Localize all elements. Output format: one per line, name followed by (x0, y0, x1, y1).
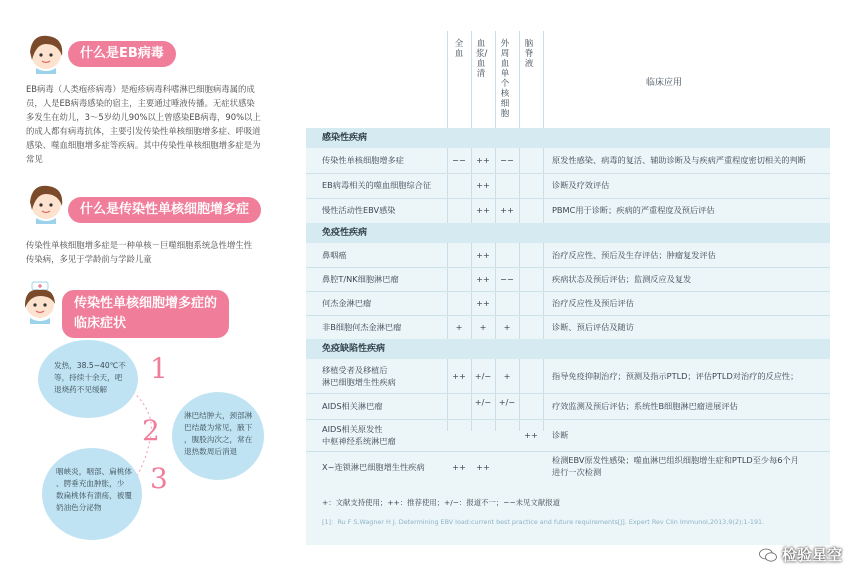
section-infectious: 感染性疾病 (306, 128, 830, 148)
table-row: 传染性单核细胞增多症 −− ++ −− 原发性感染、病毒的复活、辅助诊断及与疾病严重程度密切相关的判断 (306, 148, 830, 174)
col-header-clinical-application: 临床应用 (646, 78, 683, 88)
ebv-description: EB病毒（人类疱疹病毒）是疱疹病毒科嗜淋巴细胞病毒属的成 员，人是EB病毒感染的宿主，主要通过唾液传播。无症状感染 多发生在幼儿，3～5岁幼儿90%以上曾感染EB病毒，90%以上 的成人都有病毒抗体，主要引发传染性单核细胞增多症、呼吸道 感染、噬血细胞增多症等疾病。其中传染性单核细胞增多症是为 常见 (26, 84, 261, 164)
col-header-whole-blood: 全血 (454, 39, 464, 59)
symptom-number-3: 3 (150, 462, 168, 495)
mononucleosis-description: 传染性单核细胞增多症是一种单核－巨噬细胞系统急性增生性 传染病，多见于学龄前与学龄儿童 (26, 240, 253, 264)
table-row: AIDS相关原发性 中枢神经系统淋巴瘤 ++ 诊断 (306, 419, 830, 452)
nurse-avatar-icon (18, 280, 62, 324)
section-immune: 免疫性疾病 (306, 223, 830, 243)
left-info-panel (0, 0, 290, 573)
reference-citation: [1]：Ru F S,Wagner H J. Determining EBV load:current best practice and future requirements[J]. Expert Rev Clin Immunol,2013,9(2):1-191. (322, 518, 765, 526)
section-title-symptoms: 传染性单核细胞增多症的 临床症状 (62, 290, 229, 338)
doctor-avatar-icon (24, 180, 68, 224)
section-title-mononucleosis: 什么是传染性单核细胞增多症 (68, 197, 261, 223)
table-header (306, 31, 830, 128)
legend-footnote: +：文献支持使用；++：推荐使用；+/−：报道不一；−−未见文献报道 (322, 498, 560, 507)
section-immunodeficiency: 免疫缺陷性疾病 (306, 339, 830, 359)
table-row: AIDS相关淋巴瘤 +/− +/− 疗效监测及预后评估；系统性B细胞淋巴瘤进展评估 (306, 393, 830, 420)
table-row: 非B细胞何杰金淋巴瘤 + + + 诊断、预后评估及随访 (322, 322, 634, 332)
symptom-bubble-3: 咽峡炎，咽部、扁桃体 、腭垂充血肿胀，少 数扁桃体有溃疡，被覆 奶油色分泌物 (42, 448, 142, 540)
table-row: 移植受者及移植后 淋巴细胞增生性疾病 ++ +/− + 指导免疫抑制治疗；预测及指示PTLD；评估PTLD对治疗的反应性； (306, 359, 830, 394)
table-row: 鼻腔T/NK细胞淋巴瘤 ++ −− 疾病状态及预后评估；监测反应及复发 (306, 267, 830, 292)
symptom-bubble-1: 发热，38.5~40℃不 等，持续十余天，吧 退烧药不见缓解 (38, 340, 138, 418)
table-row: 鼻咽癌 ++ 治疗反应性、预后及生存评估；肿瘤复发评估 (306, 243, 830, 268)
table-row: EB病毒相关的噬血细胞综合征 ++ 诊断及疗效评估 (306, 173, 830, 199)
section-title-ebv: 什么是EB病毒 (68, 41, 176, 67)
table-row: 慢性活动性EBV感染 ++ ++ PBMC用于诊断；疾病的严重程度及预后评估 (322, 205, 715, 215)
symptom-number-2: 2 (142, 414, 160, 447)
col-header-plasma-serum: 血浆/血清 (476, 39, 488, 79)
ebv-application-table (306, 31, 830, 545)
doctor-avatar-icon (24, 30, 68, 74)
table-row: X−连锁淋巴细胞增生性疾病 ++ ++ 检测EBV原发性感染；噬血淋巴组织细胞增生症和PTLD至少每6个月 进行一次检测 (322, 455, 799, 477)
symptom-number-1: 1 (150, 352, 168, 385)
symptom-bubble-2: 淋巴结肿大，颈部淋 巴结最为常见，腋下 ，腹股沟次之，常在 退热数周后消退 (172, 392, 264, 480)
wechat-icon (759, 548, 777, 562)
table-row: 何杰金淋巴瘤 ++ 治疗反应性及预后评估 (306, 291, 830, 316)
col-header-pbmc: 外周血单个核细胞 (500, 39, 510, 119)
watermark: 检验星空 (759, 544, 842, 565)
col-header-csf: 脑脊液 (524, 39, 534, 69)
